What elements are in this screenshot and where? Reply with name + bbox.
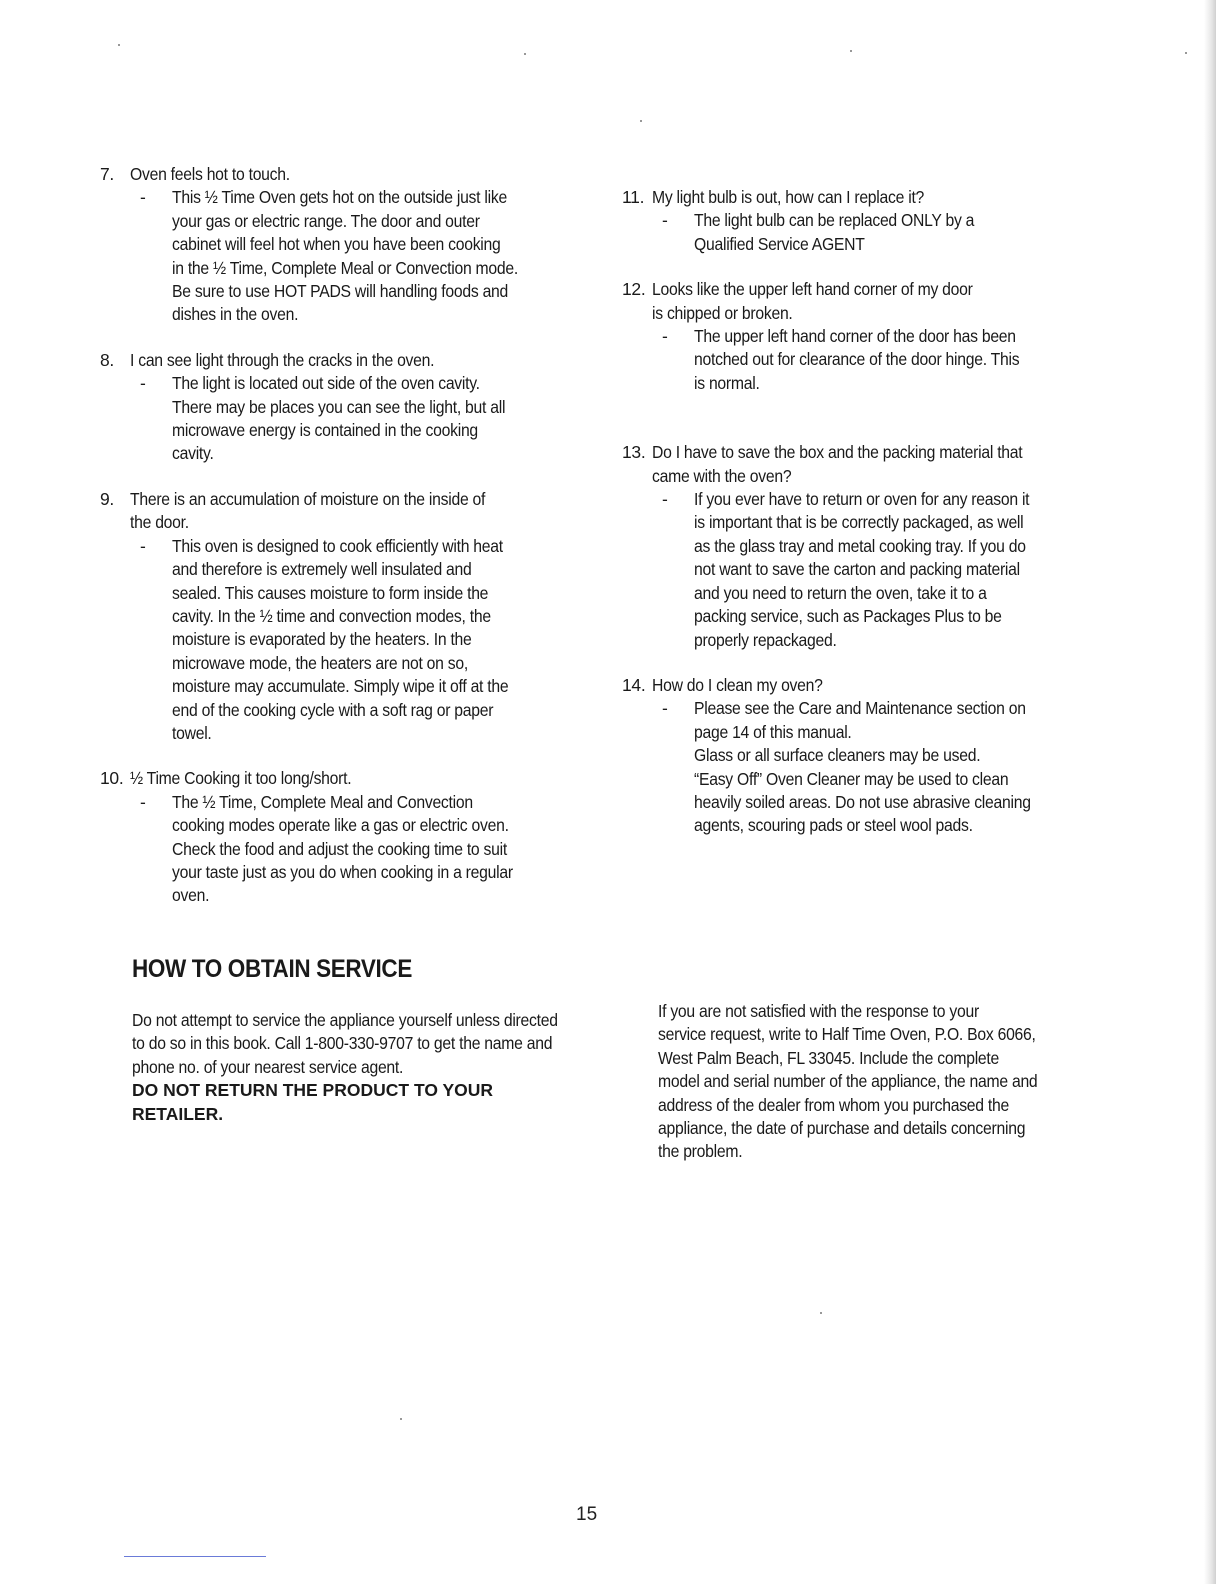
faq-question: ½ Time Cooking it too long/short.	[130, 768, 352, 789]
faq-answer: The upper left hand corner of the door has been notched out for clearance of the door hinge. This is normal.	[694, 326, 1020, 393]
scan-edge	[1204, 0, 1216, 1584]
faq-number: 9.	[100, 488, 114, 509]
footer-rule	[124, 1556, 266, 1557]
faq-question: How do I clean my oven?	[652, 674, 823, 695]
faq-item-11	[622, 186, 1092, 256]
faq-answer: The light bulb can be replaced ONLY by a Qualified Service AGENT	[694, 210, 975, 254]
service-complaint-text: If you are not satisfied with the response to your service request, write to Half Time Oven, P.O. Box 6066, West Palm Beach, FL 33045. Include the complete model and serial number of the appliance, the name and address of the dealer from whom you purchased the appliance, the date of purchase and details concerning the problem.	[658, 1001, 1038, 1162]
answer-dash: -	[140, 535, 146, 556]
service-instructions	[132, 1009, 562, 1126]
scan-speck	[118, 44, 120, 46]
faq-item-13	[622, 441, 1092, 652]
answer-dash: -	[140, 373, 146, 394]
faq-answer: Please see the Care and Maintenance section on page 14 of this manual. Glass or all surface cleaners may be used. “Easy Off” Oven Cleaner may be used to clean heavily soiled areas. Do not use abrasive cleaning agents, scouring pads or steel wool pads.	[694, 698, 1031, 836]
service-heading: HOW TO OBTAIN SERVICE	[132, 955, 412, 983]
faq-question: There is an accumulation of moisture on the inside of the door.	[130, 488, 486, 533]
faq-item-12	[622, 278, 1092, 395]
faq-number: 8.	[100, 349, 114, 370]
answer-dash: -	[662, 210, 668, 231]
answer-dash: -	[140, 791, 146, 812]
faq-question: My light bulb is out, how can I replace it?	[652, 187, 925, 207]
scan-speck	[400, 1418, 402, 1420]
service-warning: DO NOT RETURN THE PRODUCT TO YOUR RETAILER.	[132, 1080, 494, 1124]
faq-left-column	[100, 163, 570, 908]
faq-number: 7.	[100, 164, 114, 184]
faq-item-8	[100, 349, 570, 466]
service-instructions-text: Do not attempt to service the appliance yourself unless directed to do so in this book. Call 1-800-330-9707 to get the name and phone no. of your nearest service agent.	[132, 1010, 558, 1077]
scan-speck	[640, 120, 642, 122]
faq-number: 11.	[622, 187, 645, 207]
faq-answer: If you ever have to return or oven for any reason it is important that is be correctly packaged, as well as the glass tray and metal cooking tray. If you do not want to save the carton and packing material and you need to return the oven, take it to a packing service, such as Packages Plus to be properly repackaged.	[694, 489, 1030, 650]
faq-item-9	[100, 488, 570, 745]
faq-item-7	[100, 163, 570, 327]
faq-answer: The ½ Time, Complete Meal and Convection cooking modes operate like a gas or electric oven. Check the food and adjust the cooking time to suit your taste just as you do when cooking in a regular oven.	[172, 791, 513, 906]
faq-question: Oven feels hot to touch.	[130, 164, 290, 184]
faq-right-column	[622, 186, 1092, 838]
faq-question: Looks like the upper left hand corner of my door is chipped or broken.	[652, 279, 973, 323]
faq-number: 14.	[622, 674, 646, 695]
answer-dash: -	[662, 326, 668, 347]
faq-answer: This oven is designed to cook efficiently with heat and therefore is extremely well insulated and sealed. This causes moisture to form inside the cavity. In the ½ time and convection modes, the moisture is evaporated by the heaters. In the microwave mode, the heaters are not on so, moisture may accumulate. Simply wipe it off at the end of the cooking cycle with a soft rag or paper towel.	[172, 535, 509, 743]
answer-dash: -	[662, 698, 668, 719]
faq-item-10	[100, 767, 570, 907]
answer-dash: -	[662, 489, 668, 510]
scan-speck	[850, 50, 852, 52]
faq-question: I can see light through the cracks in the oven.	[130, 349, 435, 370]
faq-answer: The light is located out side of the oven cavity. There may be places you can see the light, but all microwave energy is contained in the cooking cavity.	[172, 373, 506, 464]
faq-question: Do I have to save the box and the packing material that came with the oven?	[652, 442, 1023, 486]
faq-number: 12.	[622, 279, 646, 300]
faq-number: 13.	[622, 442, 646, 463]
page-number: 15	[576, 1504, 598, 1525]
scan-speck	[524, 53, 526, 55]
faq-answer: This ½ Time Oven gets hot on the outside just like your gas or electric range. The door and outer cabinet will feel hot when you have been cooking in the ½ Time, Complete Meal or Convection mode. Be sure to use HOT PADS will handling foods and dishes in the oven.	[172, 187, 518, 325]
answer-dash: -	[140, 187, 146, 208]
scan-speck	[1185, 52, 1187, 54]
faq-item-14	[622, 674, 1092, 838]
scan-speck	[820, 1312, 822, 1314]
faq-number: 10.	[100, 768, 124, 789]
